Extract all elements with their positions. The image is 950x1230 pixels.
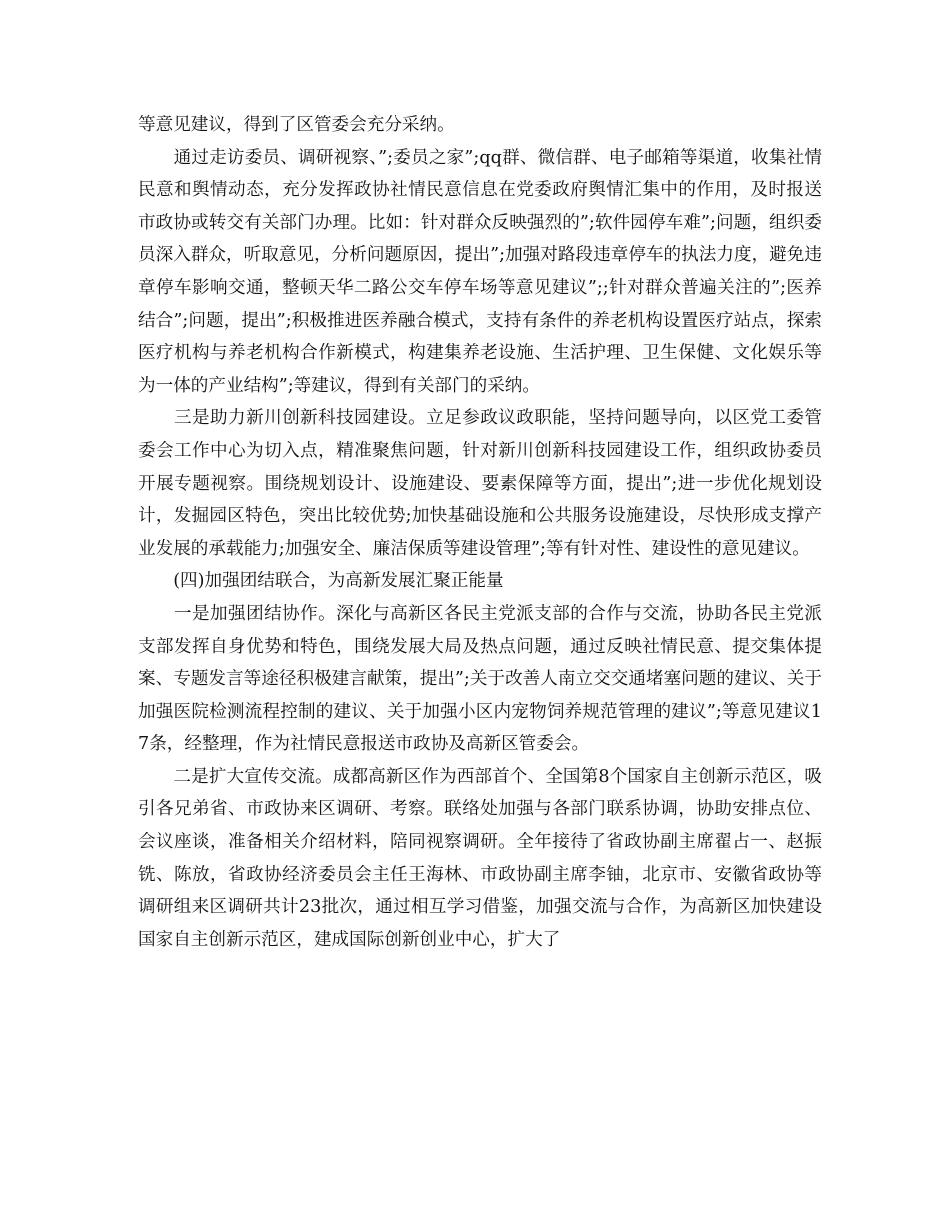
paragraph-2: 通过走访委员、调研视察、”;委员之家”;qq群、微信群、电子邮箱等渠道，收集社情民意和舆情动态，充分发挥政协社情民意信息在党委政府舆情汇集中的作用，及时报送市政协或转交有关部门办理。比如：针对群众反映强烈的”;软件园停车难”;问题，组织委员深入群众，听取意见，分析问题原因，提出”;加强对路段违章停车的执法力度，避免违章停车影响交通，整顿天华二路公交车停车场等意见建议”;;针对群众普遍关注的”;医养结合”;问题，提出”;积极推进医养融合模式，支持有条件的养老机构设置医疗站点，探索医疗机构与养老机构合作新模式，构建集养老设施、生活护理、卫生保健、文化娱乐等为一体的产业结构”;等建议，得到有关部门的采纳。 [138,147,822,396]
paragraph-5: 二是扩大宣传交流。成都高新区作为西部首个、全国第8个国家自主创新示范区，吸引各兄弟省、市政协来区调研、考察。联络处加强与各部门联系协调，协助安排点位、会议座谈，准备相关介绍材料，陪同视察调研。全年接待了省政协副主席翟占一、赵振铣、陈放，省政协经济委员会主任王海林、市政协副主席李铀，北京市、安徽省政协等调研组来区调研共计23批次，通过相互学习借鉴，加强交流与合作，为高新区加快建设国家自主创新示范区，建成国际创新创业中心，扩大了 [138,766,822,950]
paragraph-4: 一是加强团结协作。深化与高新区各民主党派支部的合作与交流，协助各民主党派支部发挥自身优势和特色，围绕发展大局及热点问题，通过反映社情民意、提交集体提案、专题发言等途径积极建言献策，提出”;关于改善人南立交交通堵塞问题的建议、关于加强医院检测流程控制的建议、关于加强小区内宠物饲养规范管理的建议”;等意见建议17条，经整理，作为社情民意报送市政协及高新区管委会。 [138,603,822,755]
paragraph-1: 等意见建议，得到了区管委会充分采纳。 [138,115,455,135]
paragraph-3: 三是助力新川创新科技园建设。立足参政议政职能，坚持问题导向，以区党工委管委会工作中心为切入点，精准聚焦问题，针对新川创新科技园建设工作，组织政协委员开展专题视察。围绕规划设计、设施建设、要素保障等方面，提出”;进一步优化规划设计，发掘园区特色，突出比较优势;加快基础设施和公共服务设施建设，尽快形成支撑产业发展的承载能力;加强安全、廉洁保质等建设管理”;等有针对性、建设性的意见建议。 [138,408,822,559]
section-heading: (四)加强团结联合，为高新发展汇聚正能量 [138,571,504,592]
document-body [138,109,822,956]
